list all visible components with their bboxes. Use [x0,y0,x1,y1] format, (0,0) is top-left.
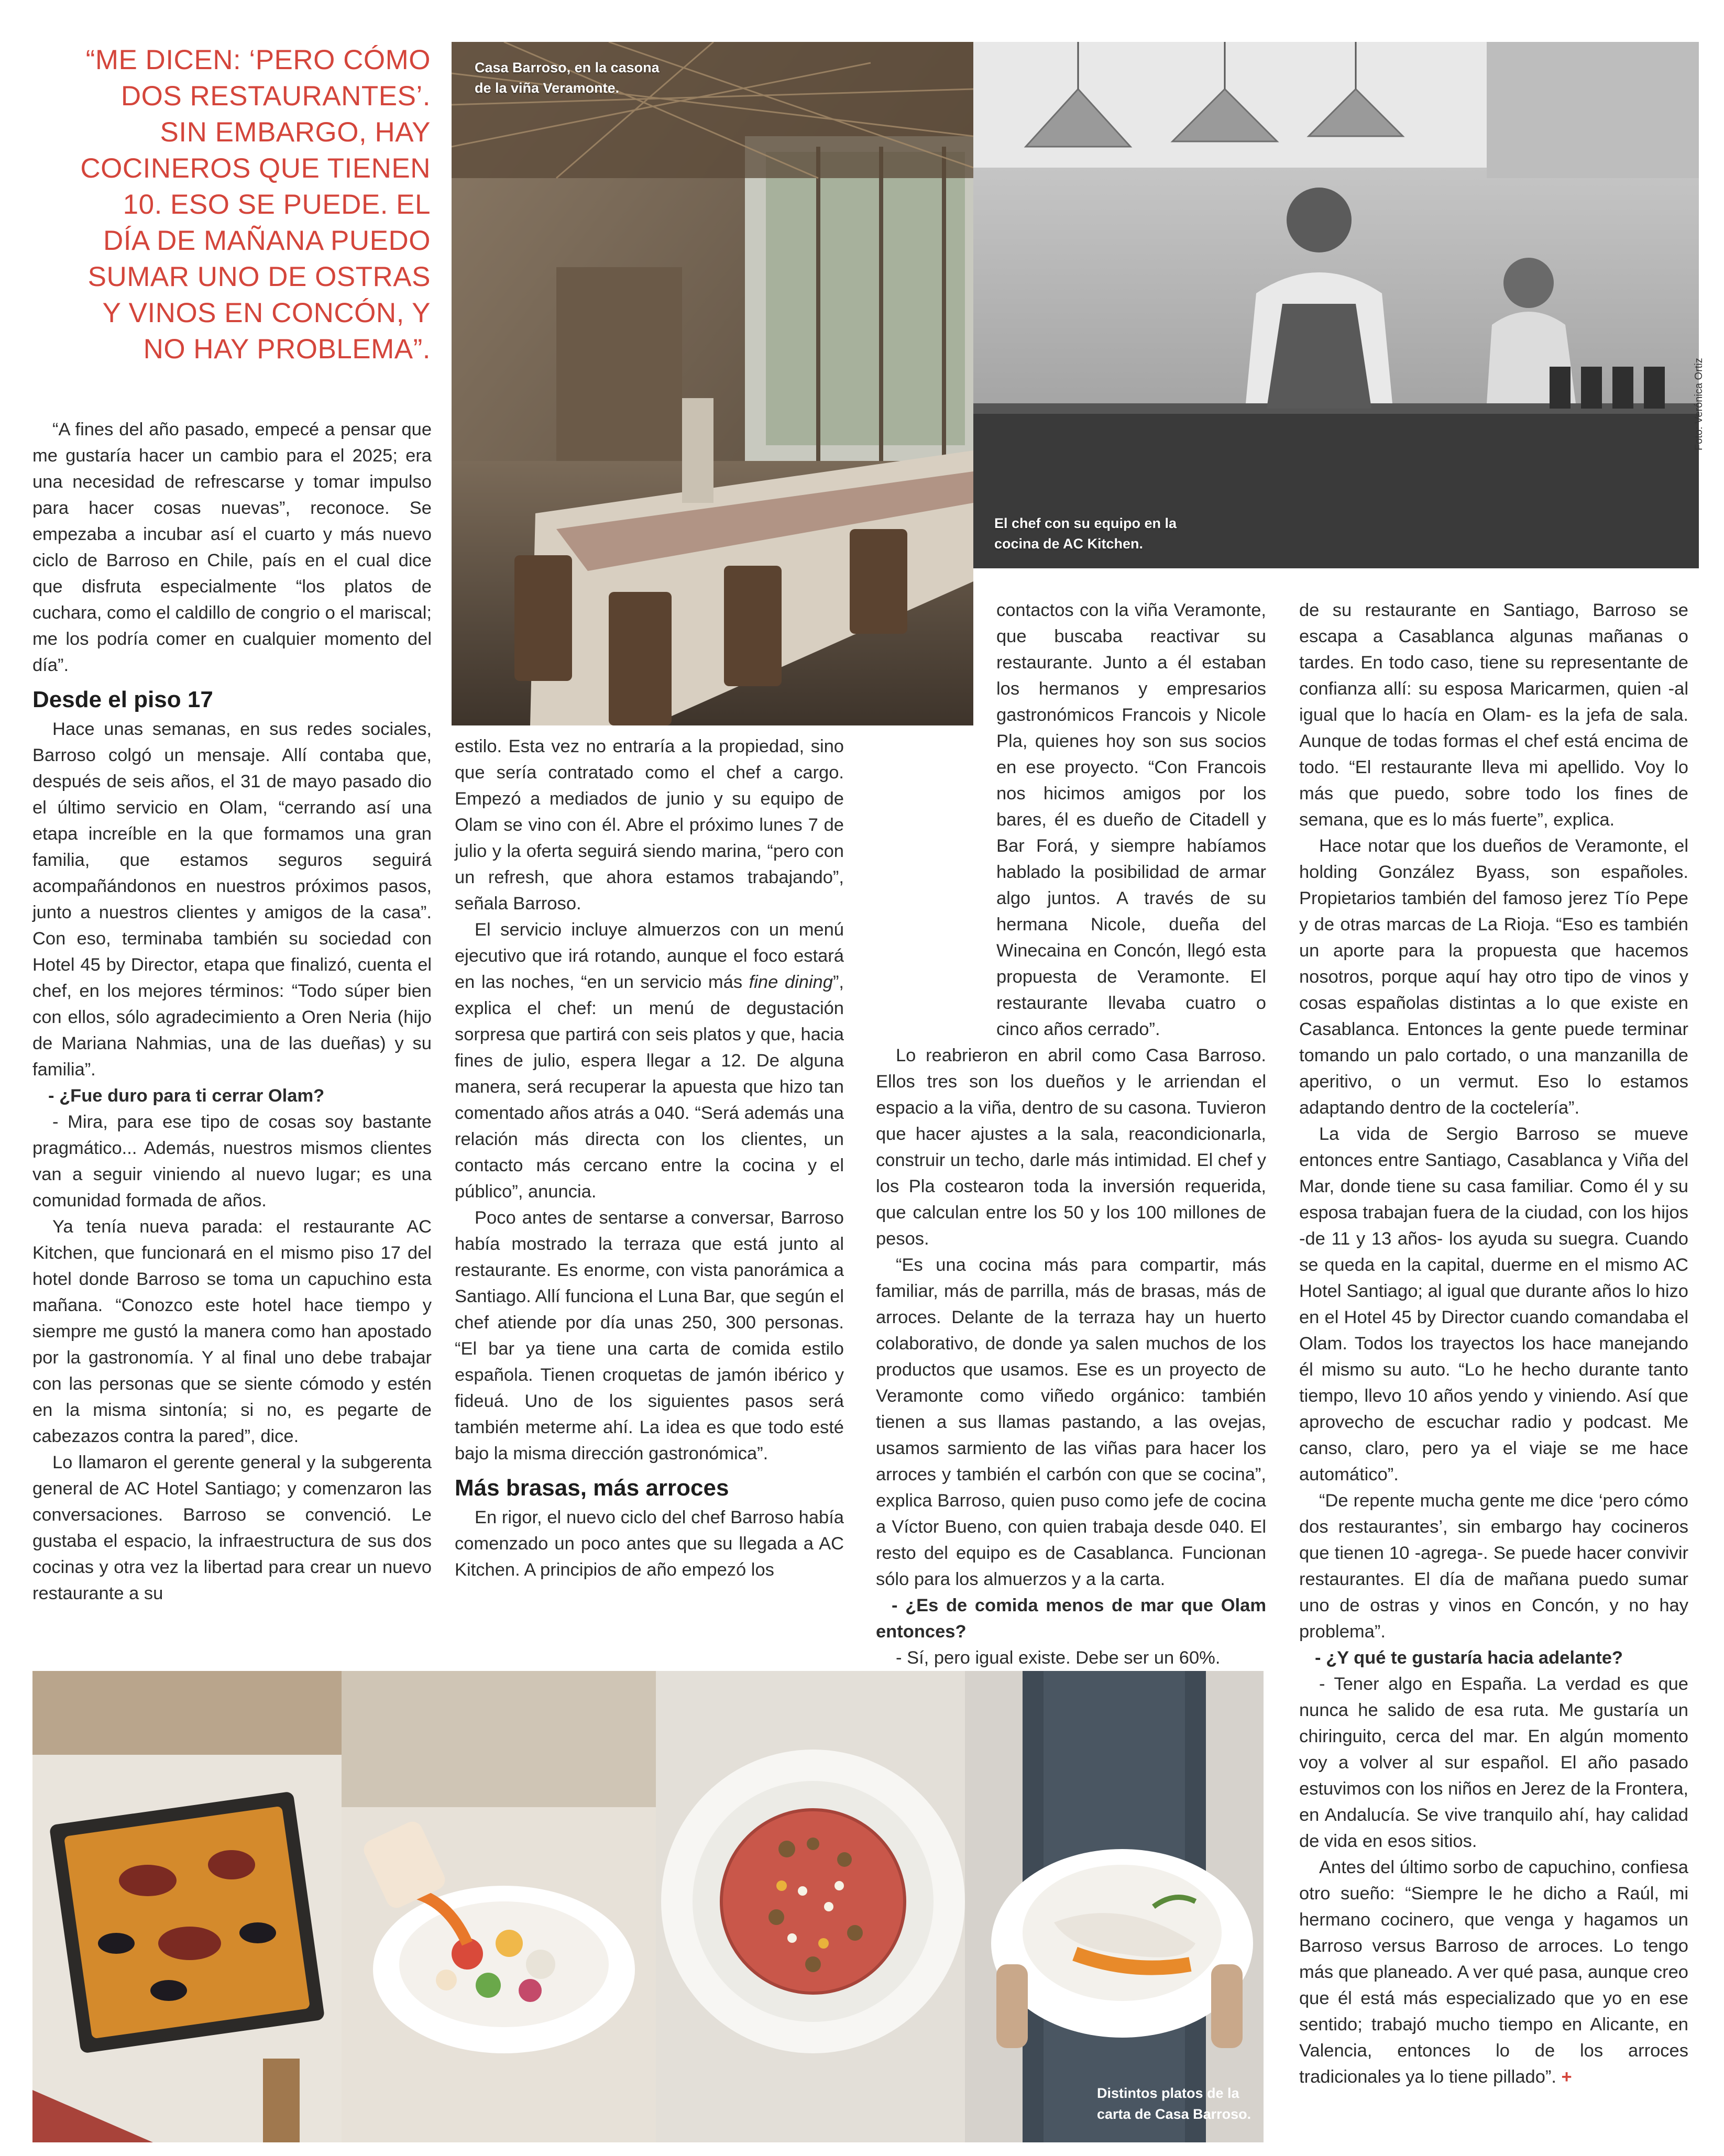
body-paragraph [455,917,844,1205]
column-4 [1299,597,1688,2090]
tartare-photo [656,1671,965,2142]
caption-line: carta de Casa Barroso. [1097,2106,1251,2122]
emphasis-text: fine dining [749,972,833,992]
kitchen-illustration [973,42,1699,568]
pull-quote-line: SUMAR UNO DE OSTRAS [87,261,431,292]
body-paragraph: “Es una cocina más para compartir, más familiar, más de parrilla, más de brasas, más de arroces. Delante de la terraza hay un huerto colaborativo, de donde ya salen muchos de los productos que usamos. Ese es un proyecto de Veramonte como viñedo orgánico: también tienen a sus llamas pastando, a las ovejas, usamos sarmiento de las viñas para hacer los arroces y también el carbón con que se cocina”, explica Barroso, quien puso como jefe de cocina a Víctor Bueno, con quien trabaja desde 040. El resto del equipo es de Casablanca. Funcionan sólo para los almuerzos y a la carta. [876,1255,1266,1589]
caption-line: Distintos platos de la [1097,2085,1239,2101]
pull-quote-line: COCINEROS QUE TIENEN [80,153,431,184]
pull-quote-line: NO HAY PROBLEMA”. [143,334,431,365]
tartare-illustration [656,1671,965,2142]
salad-illustration [342,1671,656,2142]
body-paragraph: En rigor, el nuevo ciclo del chef Barroso había comenzado un poco antes que su llegada a AC Kitchen. A principios de año empezó los [455,1508,844,1580]
pull-quote-line: DÍA DE MAÑANA PUEDO [103,225,431,256]
text-run: Antes del último sorbo de capuchino, confiesa otro sueño: “Siempre le he dicho a Raúl, mi hermano cocinero, que venga y hagamos un Barroso versus Barroso de arroces. Lo tengo más que planeado. A ver qué pasa, aunque creo que él está más especializado que yo en ese sentido; trabajó mucho tiempo en Alicante, en Valencia, entonces lo de los arroces tradicionales ya lo tiene pillado”. [1299,1857,1688,2087]
end-mark: + [1561,2067,1572,2087]
interview-answer: - Mira, para ese tipo de cosas soy bastante pragmático... Además, nuestros mismos clientes van a seguir viniendo al nuevo lugar; es una comunidad formada de años. [32,1112,432,1211]
body-paragraph: contactos con la viña Veramonte, que buscaba reactivar su restaurante. Junto a él estaban los hermanos y empresarios gastronómicos Francois y Nicole Pla, quienes hoy son sus socios en ese proyecto. “Con Francois nos hicimos amigos por los bares, él es dueño de Citadell y Bar Forá, y siempre habíamos hablado la posibilidad de armar algo juntos. A través de su hermana Nicole, dueña del Winecaina en Concón, llegó esta propuesta de Veramonte. El restaurante llevaba cuatro o cinco años cerrado”. [996,600,1266,1039]
pull-quote-line: 10. ESO SE PUEDE. EL [123,189,431,220]
body-paragraph [1299,1854,1688,2090]
pull-quote-line: DOS RESTAURANTES’. [120,81,431,112]
pull-quote-line: Y VINOS EN CONCÓN, Y [102,298,431,328]
pull-quote-line: SIN EMBARGO, HAY [160,117,431,148]
caption-line: cocina de AC Kitchen. [994,536,1144,552]
column-3 [876,597,1266,1697]
text-run: El servicio incluye almuerzos con un menú ejecutivo que irá rotando, aunque el foco estará en las noches, “en un servicio más [455,920,844,992]
body-paragraph: Hace unas semanas, en sus redes sociales, Barroso colgó un mensaje. Allí contaba que, después de seis años, el 31 de mayo pasado dio el último servicio en Olam, “cerrando así una etapa increíble en la que formamos una gran familia, que estamos seguros seguirá acompañándonos en nuestros próximos pasos, junto a nuestros clientes y amigos de la casa”. Con eso, terminaba también su sociedad con Hotel 45 by Director, etapa que finalizó, cuenta el chef, en los mejores términos: “Todo súper bien con ellos, sólo agradecimiento a Oren Neria (hijo de Mariana Nahmias, una de las dueñas) y su familia”. [32,719,432,1080]
text-run: ”, explica el chef: un menú de degustación sorpresa que partirá con seis platos y que, hacia fines de julio, espera llegar a 12. De alguna manera, será recuperar la apuesta que hizo tan comentado años atrás a 040. “Será además una relación más directa con los clientes, un contacto más cercano entre la cocina y el público”, anuncia. [455,972,844,1202]
chef-team-caption [994,513,1177,554]
chef-kitchen-photo [973,42,1699,568]
interview-question: - ¿Es de comida menos de mar que Olam entonces? [876,1596,1266,1642]
dishes-caption [1097,2083,1251,2125]
interview-question: - ¿Fue duro para ti cerrar Olam? [48,1086,325,1106]
body-paragraph: Ya tenía nueva parada: el restaurante AC Kitchen, que funcionará en el mismo piso 17 del hotel donde Barroso se toma un capuchino esta mañana. “Conozco este hotel hace tiempo y siempre me gustó la manera como han apostado por la gastronomía. Y al final uno debe trabajar con las personas que se siente cómodo y estén en la misma sintonía; si no, es pegarte de cabezazos contra la pared”, dice. [32,1217,432,1446]
pull-quote-line: “ME DICEN: ‘PERO CÓMO [85,45,431,75]
body-paragraph: de su restaurante en Santiago, Barroso se escapa a Casablanca algunas mañanas o tardes. En todo caso, tiene su representante de confianza allí: su esposa Maricarmen, quien -al igual que lo hacía en Olam- es la jefa de sala. Aunque de todas formas el chef está encima de todo. “El restaurante lleva mi apellido. Voy lo más que puedo, sobre todo los fines de semana, que es lo más fuerte”, explica. [1299,600,1688,830]
body-paragraph: La vida de Sergio Barroso se mueve entonces entre Santiago, Casablanca y Viña del Mar, donde tiene su casa familiar. Como él y su esposa trabajan fuera de la ciudad, con los hijos -de 11 y 13 años- los ayuda su suegra. Cuando se queda en la capital, duerme en el mismo AC Hotel Santiago; al igual que durante años lo hizo en el Hotel 45 by Director cuando comandaba el Olam. Todos los trayectos los hace manejando él mismo su auto. “Lo he hecho durante tanto tiempo, llevo 10 años yendo y viniendo. Así que aprovecho de escuchar radio y podcast. Me canso, claro, pero ya el viaje se me hace automático”. [1299,1124,1688,1484]
intro-paragraph: “A fines del año pasado, empecé a pensar que me gustaría hacer un cambio para el 2025; era una necesidad de refrescarse y tomar impulso para hacer cosas nuevas”, reconoce. Se empezaba a incubar así el cuarto y más nuevo ciclo de Barroso en Chile, país en el cual dice que disfruta especialmente “los platos de cuchara, como el caldillo de congrio o el mariscal; me los podría comer en cualquier momento del día”. [32,420,432,675]
casa-barroso-caption [475,58,660,98]
body-paragraph: Hace notar que los dueños de Veramonte, el holding González Byass, son españoles. Propietarios también del famoso jerez Tío Pepe y de otras marcas de La Rioja. “Eso es también un aporte para la propuesta que hacemos nosotros, porque aquí hay otro tipo de vinos y cosas españolas distintas a lo que existe en Casablanca. Entonces la gente puede terminar tomando un palo cortado, o una manzanilla de aperitivo, o un vermut. Eso lo estamos adaptando dentro de la coctelería”. [1299,836,1688,1118]
body-paragraph: “De repente mucha gente me dice ‘pero cómo dos restaurantes’, sin embargo hay cocineros que tienen 10 -agrega-. Se puede hacer convivir restaurantes. El día de mañana puedo sumar uno de ostras y vinos en Concón, y no hay problema”. [1299,1491,1688,1642]
fish-photo [965,1671,1264,2142]
caption-line: El chef con su equipo en la [994,515,1177,531]
column-1 [32,416,432,1607]
fish-illustration [965,1671,1264,2142]
column-2 [455,733,844,1583]
caption-line: Casa Barroso, en la casona [475,60,660,75]
interview-answer: - Sí, pero igual existe. Debe ser un 60%. [896,1648,1221,1668]
photo-credit: Foto: Verónica Ortiz [1693,358,1705,450]
paella-photo [32,1671,342,2142]
section-heading: Desde el piso 17 [32,687,213,712]
body-paragraph: estilo. Esta vez no entraría a la propiedad, sino que sería contratado como el chef a cargo. Empezó a mediados de junio y su equipo de Olam se vino con él. Abre el próximo lunes 7 de julio y la oferta seguirá siendo marina, “pero con un refresh, que ahora estamos trabajando”, señala Barroso. [455,736,844,914]
pull-quote [32,42,431,367]
caption-line: de la viña Veramonte. [475,80,620,96]
salad-photo [342,1671,656,2142]
paella-illustration [32,1671,342,2142]
interview-answer: - Tener algo en España. La verdad es que nunca he salido de esa ruta. Me gustaría un chiringuito, cerca del mar. En algún momento voy a volver al sur español. El año pasado estuvimos con los niños en Jerez de la Frontera, en Andalucía. Se vive tranquilo ahí, hay calidad de vida en esos sitios. [1299,1674,1688,1851]
body-paragraph: Lo llamaron el gerente general y la subgerenta general de AC Hotel Santiago; y comenzaron las conversaciones. Barroso se convenció. Le gustaba el espacio, la infraestructura de sus dos cocinas y otra vez la libertad para crear un nuevo restaurante a su [32,1453,432,1603]
body-paragraph: Poco antes de sentarse a conversar, Barroso había mostrado la terraza que está junto al restaurante. Es enorme, con vista panorámica a Santiago. Allí funciona el Luna Bar, que según el chef atiende por día unas 250, 300 personas. “El bar ya tiene una carta de comida estilo española. Tienen croquetas de jamón ibérico y fideuá. Uno de los siguientes pasos será también meterme ahí. La idea es que todo esté bajo la misma dirección gastronómica”. [455,1208,844,1464]
body-paragraph: Lo reabrieron en abril como Casa Barroso. Ellos tres son los dueños y le arriendan el espacio a la viña, dentro de su casona. Tuvieron que hacer ajustes a la sala, reacondicionarla, construir un techo, darle más intimidad. El chef y los Pla costearon toda la inversión requerida, que calculan entre los 50 y los 100 millones de pesos. [876,1046,1266,1249]
interview-question: - ¿Y qué te gustaría hacia adelante? [1315,1648,1623,1668]
section-heading: Más brasas, más arroces [455,1475,729,1501]
